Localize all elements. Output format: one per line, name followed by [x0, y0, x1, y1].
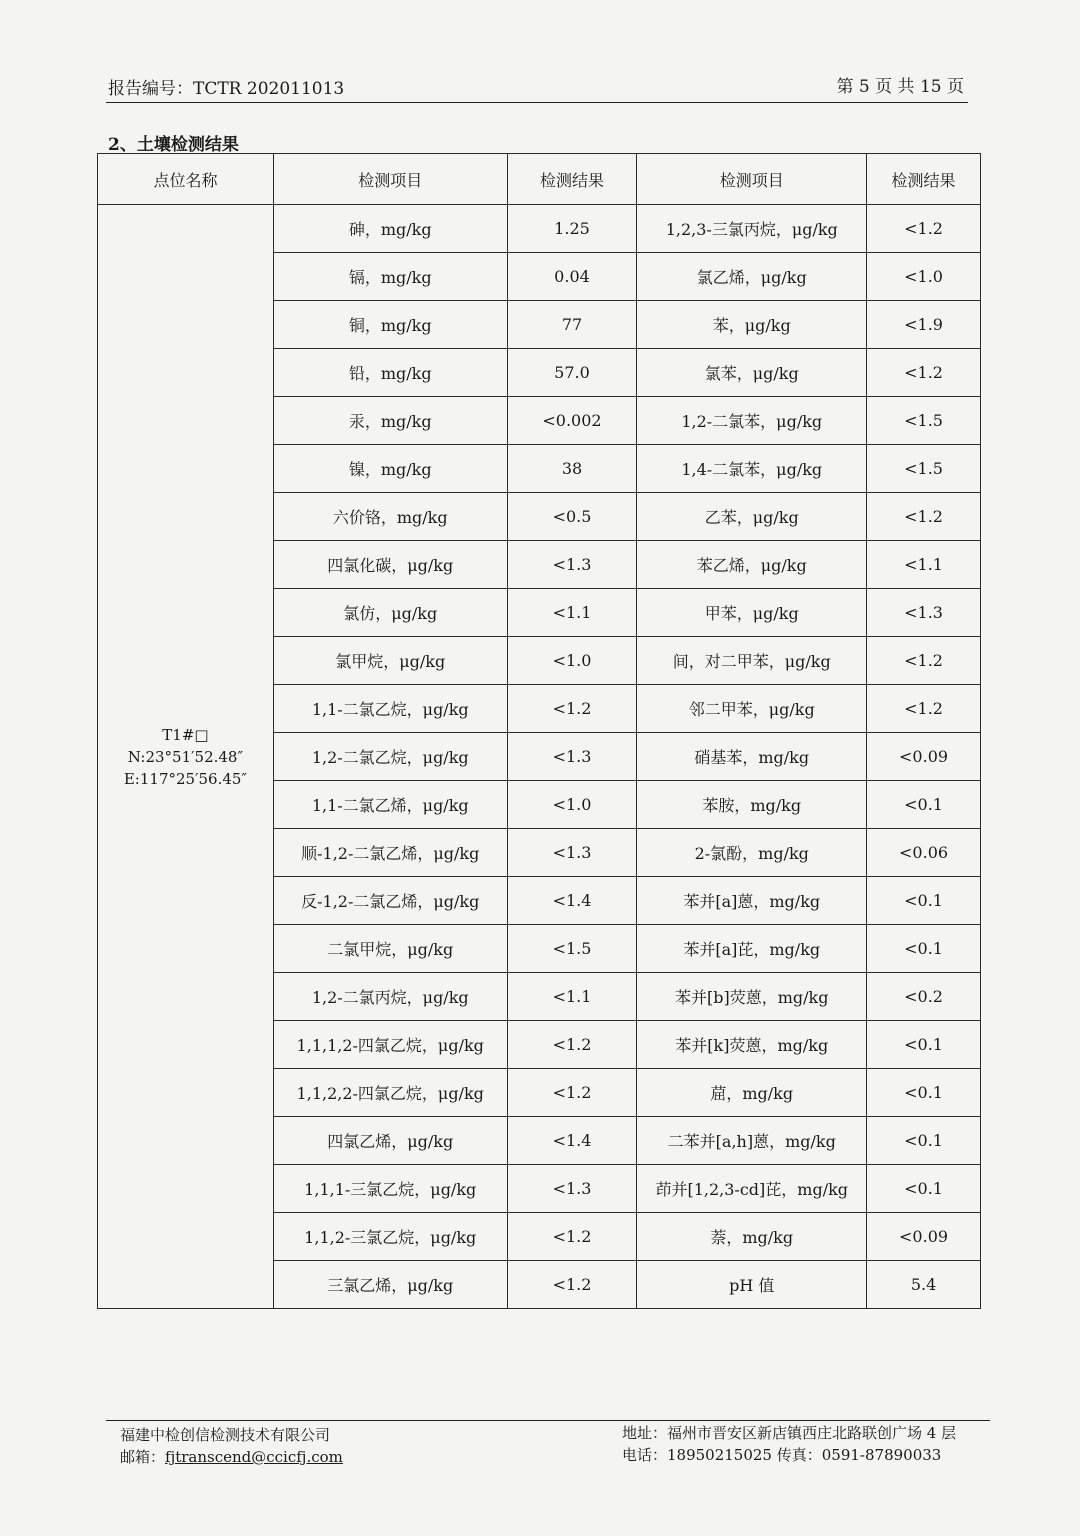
location-lon: E:117°25′56.45″: [123, 769, 248, 788]
test-result-2: <1.9: [867, 301, 981, 349]
test-result-2: <1.0: [867, 253, 981, 301]
test-result: <1.3: [507, 541, 637, 589]
col-header-location: 点位名称: [98, 154, 274, 205]
test-item-2: 苯并[a]蒽，mg/kg: [637, 877, 867, 925]
test-result: 38: [507, 445, 637, 493]
test-result-2: <0.1: [867, 877, 981, 925]
test-item: 1,1,1,2-四氯乙烷，μg/kg: [273, 1021, 507, 1069]
test-item-2: 2-氯酚，mg/kg: [637, 829, 867, 877]
test-item: 二氯甲烷，μg/kg: [273, 925, 507, 973]
test-item: 氯仿，μg/kg: [273, 589, 507, 637]
test-item-2: 1,2-二氯苯，μg/kg: [637, 397, 867, 445]
test-result: <1.2: [507, 1261, 637, 1309]
section-title: 2、土壤检测结果: [108, 135, 239, 155]
header-rule: [106, 102, 968, 103]
test-item: 反-1,2-二氯乙烯，μg/kg: [273, 877, 507, 925]
footer-rule: [106, 1420, 990, 1421]
test-item: 顺-1,2-二氯乙烯，μg/kg: [273, 829, 507, 877]
table-header-row: [98, 154, 981, 205]
test-item: 1,1-二氯乙烷，μg/kg: [273, 685, 507, 733]
test-result-2: <0.1: [867, 1165, 981, 1213]
test-item-2: 硝基苯，mg/kg: [637, 733, 867, 781]
test-item-2: 䓛，mg/kg: [637, 1069, 867, 1117]
test-item: 铜，mg/kg: [273, 301, 507, 349]
test-result-2: <0.1: [867, 1117, 981, 1165]
test-item: 三氯乙烯，μg/kg: [273, 1261, 507, 1309]
test-result-2: <0.09: [867, 733, 981, 781]
test-result: <1.4: [507, 877, 637, 925]
test-item-2: 乙苯，μg/kg: [637, 493, 867, 541]
test-item-2: 邻二甲苯，μg/kg: [637, 685, 867, 733]
test-item-2: pH 值: [637, 1261, 867, 1309]
test-result: 77: [507, 301, 637, 349]
col-header-result-2: 检测结果: [867, 154, 981, 205]
test-result: <1.5: [507, 925, 637, 973]
test-result: <0.5: [507, 493, 637, 541]
location-cell: [98, 205, 274, 1309]
test-item-2: 苯，μg/kg: [637, 301, 867, 349]
test-item-2: 苯并[b]荧蒽，mg/kg: [637, 973, 867, 1021]
company-name: 福建中检创信检测技术有限公司: [120, 1426, 331, 1444]
test-result-2: 5.4: [867, 1261, 981, 1309]
location-name: T1#□: [162, 725, 209, 744]
test-result: <1.2: [507, 1213, 637, 1261]
table-row: [98, 205, 981, 253]
test-result: <0.002: [507, 397, 637, 445]
test-item-2: 苯胺，mg/kg: [637, 781, 867, 829]
test-result: <1.3: [507, 829, 637, 877]
test-item-2: 萘，mg/kg: [637, 1213, 867, 1261]
test-item-2: 甲苯，μg/kg: [637, 589, 867, 637]
test-item: 1,1,1-三氯乙烷，μg/kg: [273, 1165, 507, 1213]
test-result-2: <1.5: [867, 445, 981, 493]
test-item: 1,2-二氯丙烷，μg/kg: [273, 973, 507, 1021]
address: 地址：福州市晋安区新店镇西庄北路联创广场 4 层: [622, 1424, 957, 1442]
test-result: <1.3: [507, 1165, 637, 1213]
test-item: 砷，mg/kg: [273, 205, 507, 253]
report-number: 报告编号：TCTR 202011013: [108, 79, 345, 99]
test-result: <1.1: [507, 973, 637, 1021]
test-result: <1.1: [507, 589, 637, 637]
test-item-2: 苯并[a]芘，mg/kg: [637, 925, 867, 973]
test-item-2: 茚并[1,2,3-cd]芘，mg/kg: [637, 1165, 867, 1213]
test-result-2: <1.3: [867, 589, 981, 637]
test-result: <1.2: [507, 685, 637, 733]
footer-left: [120, 1424, 343, 1468]
test-item: 四氯乙烯，μg/kg: [273, 1117, 507, 1165]
page-info: 第 5 页 共 15 页: [836, 77, 964, 97]
test-item: 六价铬，mg/kg: [273, 493, 507, 541]
test-item-2: 苯乙烯，μg/kg: [637, 541, 867, 589]
email-line: [120, 1446, 343, 1468]
table-body: [98, 205, 981, 1309]
test-result-2: <0.1: [867, 925, 981, 973]
test-result-2: <1.1: [867, 541, 981, 589]
location-lat: N:23°51′52.48″: [127, 747, 244, 766]
email-link[interactable]: fjtranscend@ccicfj.com: [165, 1448, 343, 1466]
test-result: <1.0: [507, 637, 637, 685]
test-result: 57.0: [507, 349, 637, 397]
test-item-2: 1,4-二氯苯，μg/kg: [637, 445, 867, 493]
test-item: 1,1,2-三氯乙烷，μg/kg: [273, 1213, 507, 1261]
test-result: <1.3: [507, 733, 637, 781]
test-item-2: 氯苯，μg/kg: [637, 349, 867, 397]
test-result-2: <0.09: [867, 1213, 981, 1261]
test-result-2: <0.1: [867, 1021, 981, 1069]
test-item: 镍，mg/kg: [273, 445, 507, 493]
test-item-2: 氯乙烯，μg/kg: [637, 253, 867, 301]
test-item-2: 1,2,3-三氯丙烷，μg/kg: [637, 205, 867, 253]
test-result: 1.25: [507, 205, 637, 253]
test-result-2: <1.2: [867, 205, 981, 253]
test-item: 1,1,2,2-四氯乙烷，μg/kg: [273, 1069, 507, 1117]
test-item: 1,1-二氯乙烯，μg/kg: [273, 781, 507, 829]
test-result: <1.0: [507, 781, 637, 829]
test-result-2: <0.2: [867, 973, 981, 1021]
soil-results-table: [97, 153, 981, 1309]
col-header-item-2: 检测项目: [637, 154, 867, 205]
test-item-2: 间，对二甲苯，μg/kg: [637, 637, 867, 685]
phone-fax: 电话：18950215025 传真：0591-87890033: [622, 1446, 942, 1464]
test-result-2: <1.2: [867, 493, 981, 541]
footer-right: [622, 1422, 956, 1466]
test-result-2: <1.2: [867, 349, 981, 397]
test-result: 0.04: [507, 253, 637, 301]
test-item: 1,2-二氯乙烷，μg/kg: [273, 733, 507, 781]
test-result: <1.4: [507, 1117, 637, 1165]
col-header-item: 检测项目: [273, 154, 507, 205]
test-result-2: <1.2: [867, 637, 981, 685]
test-result-2: <0.1: [867, 781, 981, 829]
test-result-2: <1.2: [867, 685, 981, 733]
test-result-2: <0.06: [867, 829, 981, 877]
test-item: 镉，mg/kg: [273, 253, 507, 301]
test-item: 氯甲烷，μg/kg: [273, 637, 507, 685]
test-result: <1.2: [507, 1021, 637, 1069]
email-label: 邮箱：: [120, 1448, 166, 1466]
test-result-2: <1.5: [867, 397, 981, 445]
test-item: 汞，mg/kg: [273, 397, 507, 445]
col-header-result: 检测结果: [507, 154, 637, 205]
test-result-2: <0.1: [867, 1069, 981, 1117]
test-item: 四氯化碳，μg/kg: [273, 541, 507, 589]
test-result: <1.2: [507, 1069, 637, 1117]
test-item-2: 二苯并[a,h]蒽，mg/kg: [637, 1117, 867, 1165]
test-item-2: 苯并[k]荧蒽，mg/kg: [637, 1021, 867, 1069]
test-item: 铅，mg/kg: [273, 349, 507, 397]
